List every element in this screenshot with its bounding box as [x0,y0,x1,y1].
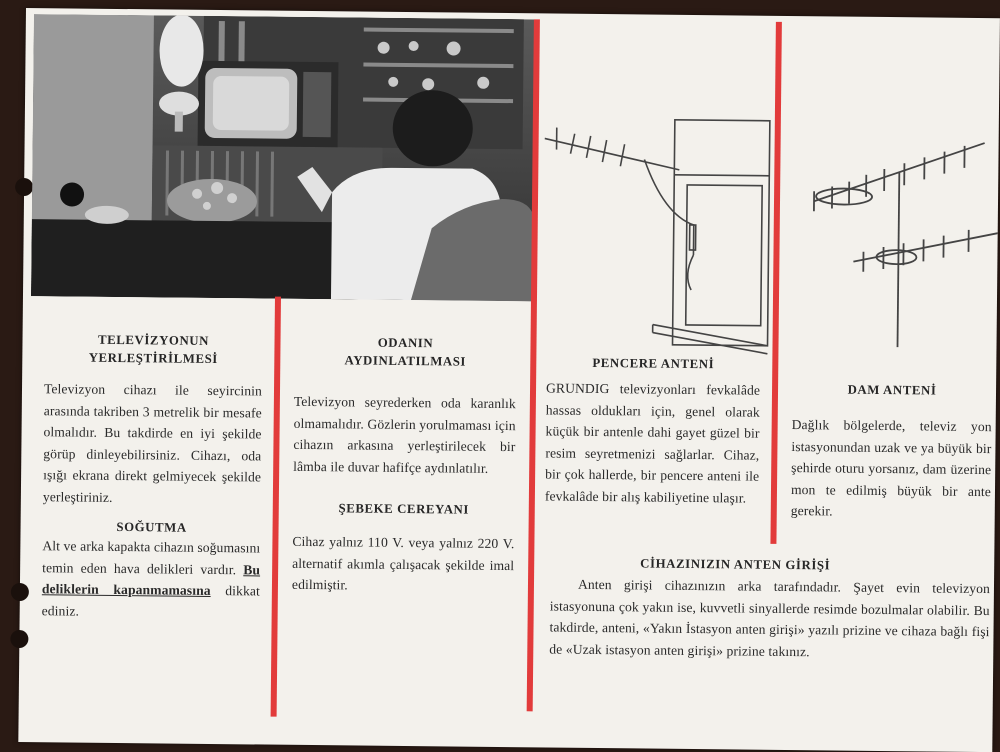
column-roof-antenna [791,380,992,524]
cooling-body-emphasis: Bu deliklerin kapanmamasına [42,562,260,598]
tv-placement-heading-2: YERLEŞTİRİLMESİ [44,348,262,368]
cooling-body [42,535,261,623]
column-tv-placement [42,330,263,623]
roof-antenna-heading: DAM ANTENİ [792,380,992,400]
living-room-photo [31,14,536,301]
roof-antenna-body: Dağlık bölgelerde, televiz yon istasyonundan uzak ve ya büyük bir şehirde oturu yorsanız, dam üzerine mon te edilmiş büyük bir ante gerekir. [791,414,992,524]
window-antenna-drawing [542,113,773,355]
column-room-lighting [292,333,517,598]
tv-placement-heading-1: TELEVİZYONUN [44,330,262,350]
cooling-heading: SOĞUTMA [42,517,260,537]
cooling-body-start: Alt ve arka kapakta cihazın soğumasını temin eden hava delikleri vardır. [42,538,260,577]
cooling-body-end: dikkat ediniz. [42,583,260,618]
mains-power-heading: ŞEBEKE CEREYANI [293,499,515,519]
column-window-antenna [545,353,761,508]
red-divider-1 [271,297,281,717]
roof-antenna-drawing [792,116,999,358]
mains-power-body: Cihaz yalnız 110 V. veya yalnız 220 V. alternatif akımla çalışacak şekilde imal edilmiştir. [292,531,515,598]
room-lighting-heading-2: AYDINLATILMASI [294,351,516,371]
antenna-input-body: Anten girişi cihazınızın arka tarafındadır. Şayet evin televizyon istasyonuna çok yakın ise, kuvvetli sinyallerde resimde bozulmalar olabilir. Bu takdirde, anteni, «Yakın İstasyon anten girişi» yazılı prizine ve cihaza bağlı fişi de «Uzak istasyon anten girişi» prizine takınız. [549,574,990,665]
manual-page [18,8,1000,752]
red-divider-3 [770,22,781,544]
section-antenna-input [549,554,990,665]
antenna-input-heading: CİHAZINIZIN ANTEN GİRİŞİ [550,554,990,577]
room-lighting-body: Televizyon seyrederken oda karanlık olmamalıdır. Gözlerin yorulmaması için cihazın arkasına yerleştirilecek bir lâmba ile duvar hafifçe aydınlatılır. [293,391,516,479]
window-antenna-body: GRUNDIG televizyonları fevkalâde hassas oldukları için, genel olarak küçük bir antenle dahi gayet güzel bir resim seyretmenizi sağlarlar. Cihaz, bir çok hallerde, bir pencere anteni ile fevkalâde bir alış kabiliyetine ulaşır. [545,377,760,508]
room-lighting-heading-1: ODANIN [294,333,516,353]
window-antenna-heading: PENCERE ANTENİ [546,353,760,373]
tv-placement-body: Televizyon cihazı ile seyircinin arasında takriben 3 metrelik bir mesafe olmalıdır. Bu takdirde en iyi şekilde görüp dinleyebilirsiniz. Cihazı, oda ışığı ekrana direkt gelmiyecek şekilde yerleştiriniz. [43,378,262,509]
